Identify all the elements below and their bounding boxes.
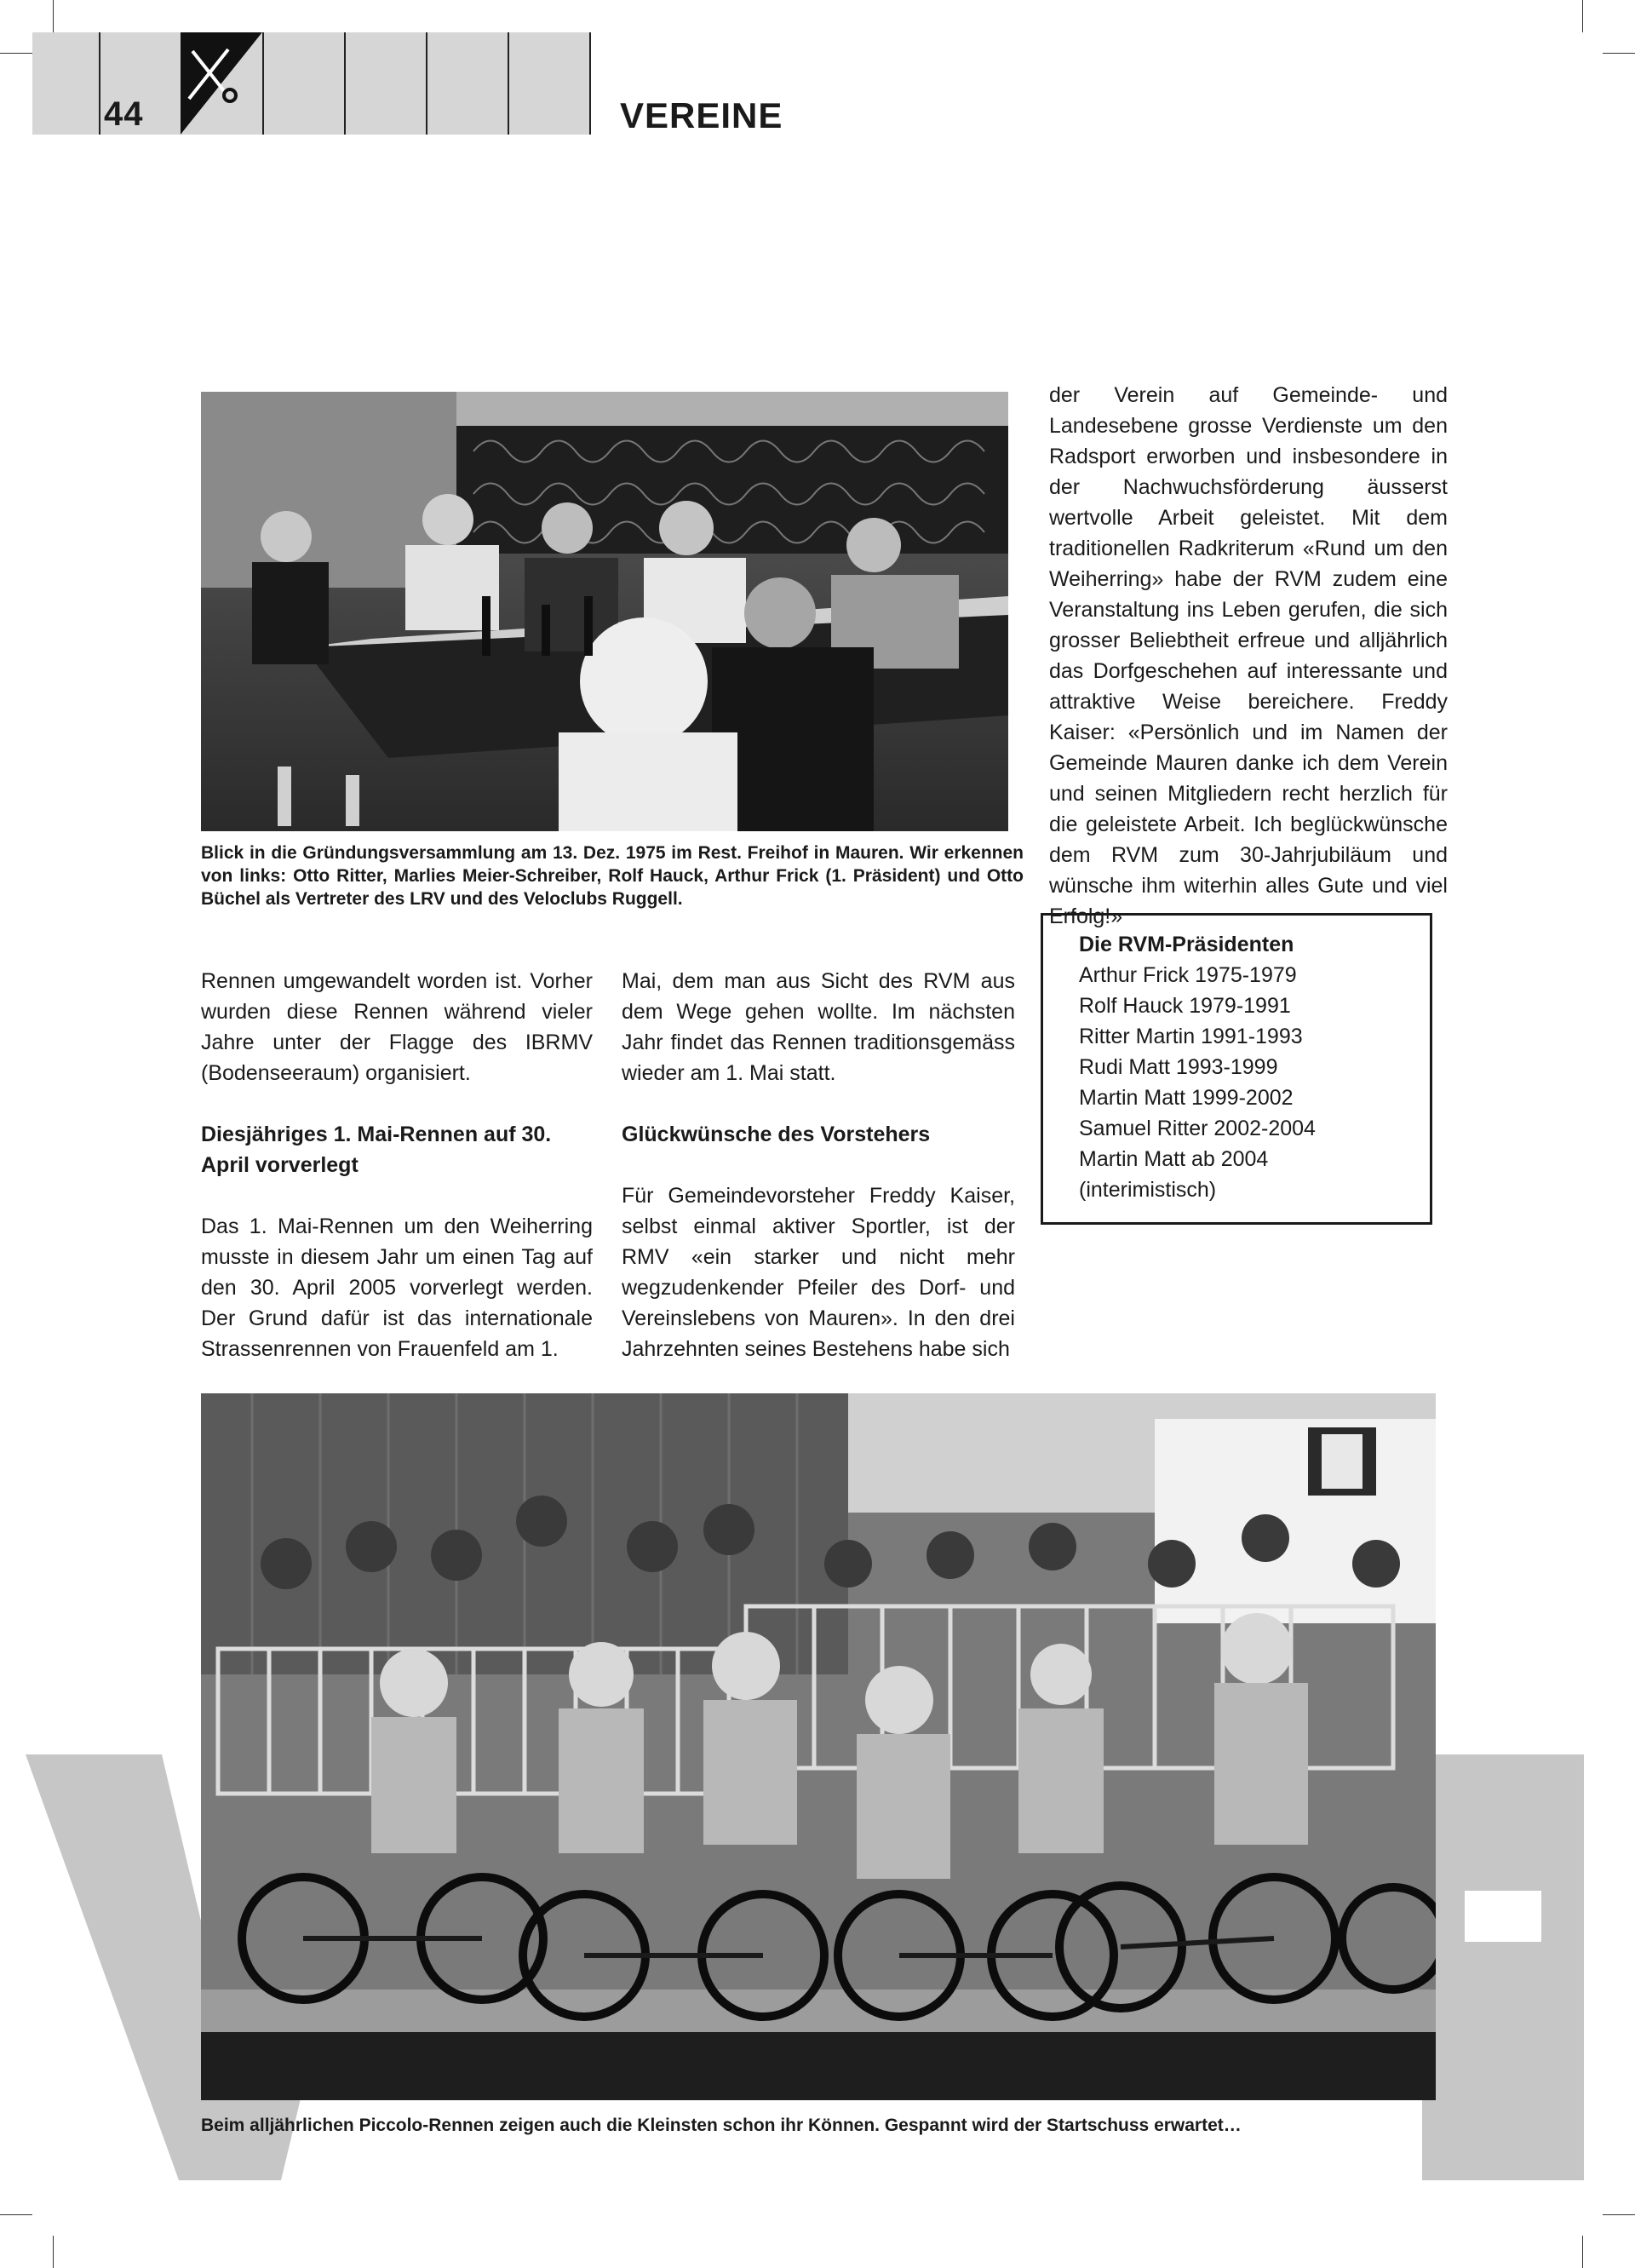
piccolo-race-photo (201, 1393, 1436, 2100)
section-title: VEREINE (620, 95, 783, 135)
article-column-left (201, 966, 593, 1364)
president-entry: Martin Matt ab 2004 (1079, 1147, 1269, 1171)
crop-mark (53, 2236, 54, 2268)
piccolo-race-caption: Beim alljährlichen Piccolo-Rennen zeigen auch die Kleinsten schon ihr Können. Gespannt wird der Startschuss erwartet… (201, 2116, 1242, 2135)
president-entry: Rolf Hauck 1979-1991 (1079, 994, 1291, 1018)
article-paragraph: der Verein auf Gemeinde- und Landesebene grosse Verdienste um den Radsport erworben und insbesondere in der Nachwuchsförderung äusserst wertvolle Arbeit geleistet. Mit dem traditionellen Radkriterum «Rund um den Weiherring» habe der RVM zudem eine Veranstaltung ins Leben gerufen, die sich grosser Beliebtheit erfreue und alljährlich das Dorfgeschehen auf interessante und attraktive Weise bereichere. Freddy Kaiser: «Persönlich und im Namen der Gemeinde Mauren danke ich dem Verein und seinen Mitgliedern recht herzlich für die geleistete Arbeit. Ich beglückwünsche dem RVM zum 30-Jahrjubiläum und wünsche ihm witerhin alles Gute und viel Erfolg!» (1049, 383, 1448, 928)
article-paragraph: Das 1. Mai-Rennen um den Weiherring musste in diesem Jahr um einen Tag auf den 30. April 2005 vorverlegt werden. Der Grund dafür ist das internationale Strassenrennen von Frauenfeld am 1. (201, 1214, 593, 1361)
crop-mark (1582, 0, 1583, 32)
page-number: 44 (104, 95, 144, 133)
article-paragraph: Rennen umgewandelt worden ist. Vorher wurden diese Rennen während vieler Jahre unter der Flagge des IBRMV (Bodenseeraum) organisiert. (201, 969, 593, 1085)
crop-mark (53, 0, 54, 32)
article-column-right (1049, 380, 1448, 932)
president-entry: Arthur Frick 1975-1979 (1079, 963, 1297, 987)
crop-mark (0, 2214, 32, 2215)
president-entry: Martin Matt 1999-2002 (1079, 1086, 1294, 1110)
article-paragraph: Mai, dem man aus Sicht des RVM aus dem Wege gehen wollte. Im nächsten Jahr findet das Rennen traditionsgemäss wieder am 1. Mai statt. (622, 969, 1015, 1085)
president-entry: Ritter Martin 1991-1993 (1079, 1025, 1303, 1048)
crop-mark (1603, 53, 1635, 54)
article-column-middle (622, 966, 1015, 1364)
crop-mark (1582, 2236, 1583, 2268)
subheading: Glückwünsche des Vorstehers (622, 1123, 931, 1146)
article-paragraph: Für Gemeindevorsteher Freddy Kaiser, selbst einmal aktiver Sportler, ist der RMV «ein starker und nicht mehr wegzudenkender Pfeiler des Dorf- und Vereinslebens von Mauren». In den drei Jahrzehnten seines Bestehens habe sich (622, 1184, 1015, 1361)
president-entry: Samuel Ritter 2002-2004 (1079, 1117, 1316, 1140)
founding-meeting-caption: Blick in die Gründungsversammlung am 13. Dez. 1975 im Rest. Freihof in Mauren. Wir erkennen von links: Otto Ritter, Marlies Meier-Schreiber, Rolf Hauck, Arthur Frick (1. Präsident) und Otto Büchel als Vertreter des LRV und des Veloclubs Ruggell. (201, 843, 1024, 909)
presidents-box-title: Die RVM-Präsidenten (1079, 933, 1294, 956)
header-divider (426, 32, 427, 135)
header-divider (99, 32, 100, 135)
section-emblem-icon (181, 32, 262, 135)
founding-meeting-photo (201, 392, 1008, 831)
president-entry: Rudi Matt 1993-1999 (1079, 1055, 1278, 1079)
president-entry: (interimistisch) (1079, 1178, 1217, 1202)
header-divider (508, 32, 509, 135)
header-divider (262, 32, 264, 135)
header-divider (344, 32, 346, 135)
crop-mark (0, 53, 32, 54)
subheading: Diesjähriges 1. Mai-Rennen auf 30. April vorverlegt (201, 1123, 552, 1177)
header-divider (589, 32, 591, 135)
crop-mark (1603, 2214, 1635, 2215)
presidents-box (1041, 913, 1432, 1225)
